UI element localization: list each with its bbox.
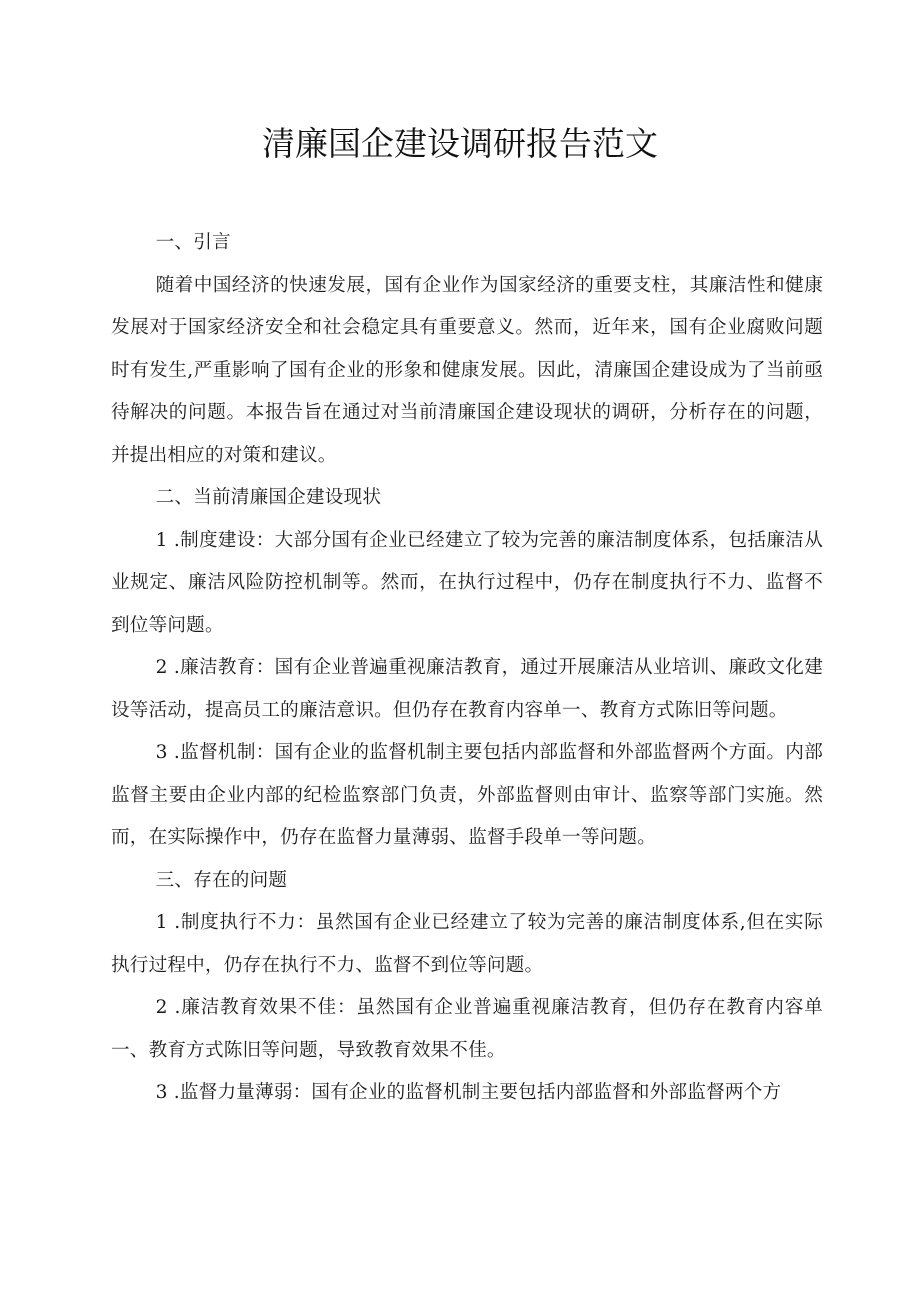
paragraph-introduction: 随着中国经济的快速发展，国有企业作为国家经济的重要支柱，其廉洁性和健康发展对于国家经济安全和社会稳定具有重要意义。然而，近年来，国有企业腐败问题时有发生,严重影响了国有企业的形象和健康发展。因此，清廉国企建设成为了当前亟待解决的问题。本报告旨在通过对当前清廉国企建设现状的调研，分析存在的问题，并提出相应的对策和建议。 <box>111 274 823 466</box>
section-heading-problems: 三、存在的问题 <box>155 869 288 891</box>
paragraph-problem-supervision: 3 .监督力量薄弱：国有企业的监督机制主要包括内部监督和外部监督两个方 <box>155 1082 782 1103</box>
paragraph-problem-execution: 1 .制度执行不力：虽然国有企业已经建立了较为完善的廉洁制度体系,但在实际执行过程中，仍存在执行不力、监督不到位等问题。 <box>111 912 823 976</box>
paragraph-problem-education: 2 .廉洁教育效果不佳：虽然国有企业普遍重视廉洁教育，但仍存在教育内容单一、教育方式陈旧等问题，导致教育效果不佳。 <box>111 997 823 1061</box>
document-title: 清廉国企建设调研报告范文 <box>262 124 658 163</box>
section-heading-current-status: 二、当前清廉国企建设现状 <box>155 487 382 508</box>
section-heading-introduction: 一、引言 <box>155 232 231 253</box>
document-body <box>111 222 823 1115</box>
paragraph-status-supervision: 3 .监督机制：国有企业的监督机制主要包括内部监督和外部监督两个方面。内部监督主要由企业内部的纪检监察部门负责，外部监督则由审计、监察等部门实施。然而，在实际操作中，仍存在监督力量薄弱、监督手段单一等问题。 <box>111 742 823 848</box>
paragraph-status-integrity-education: 2 .廉洁教育：国有企业普遍重视廉洁教育，通过开展廉洁从业培训、廉政文化建设等活动，提高员工的廉洁意识。但仍存在教育内容单一、教育方式陈旧等问题。 <box>111 657 823 721</box>
paragraph-status-system-building: 1 .制度建设：大部分国有企业已经建立了较为完善的廉洁制度体系，包括廉洁从业规定、廉洁风险防控机制等。然而，在执行过程中，仍存在制度执行不力、监督不到位等问题。 <box>111 529 823 636</box>
